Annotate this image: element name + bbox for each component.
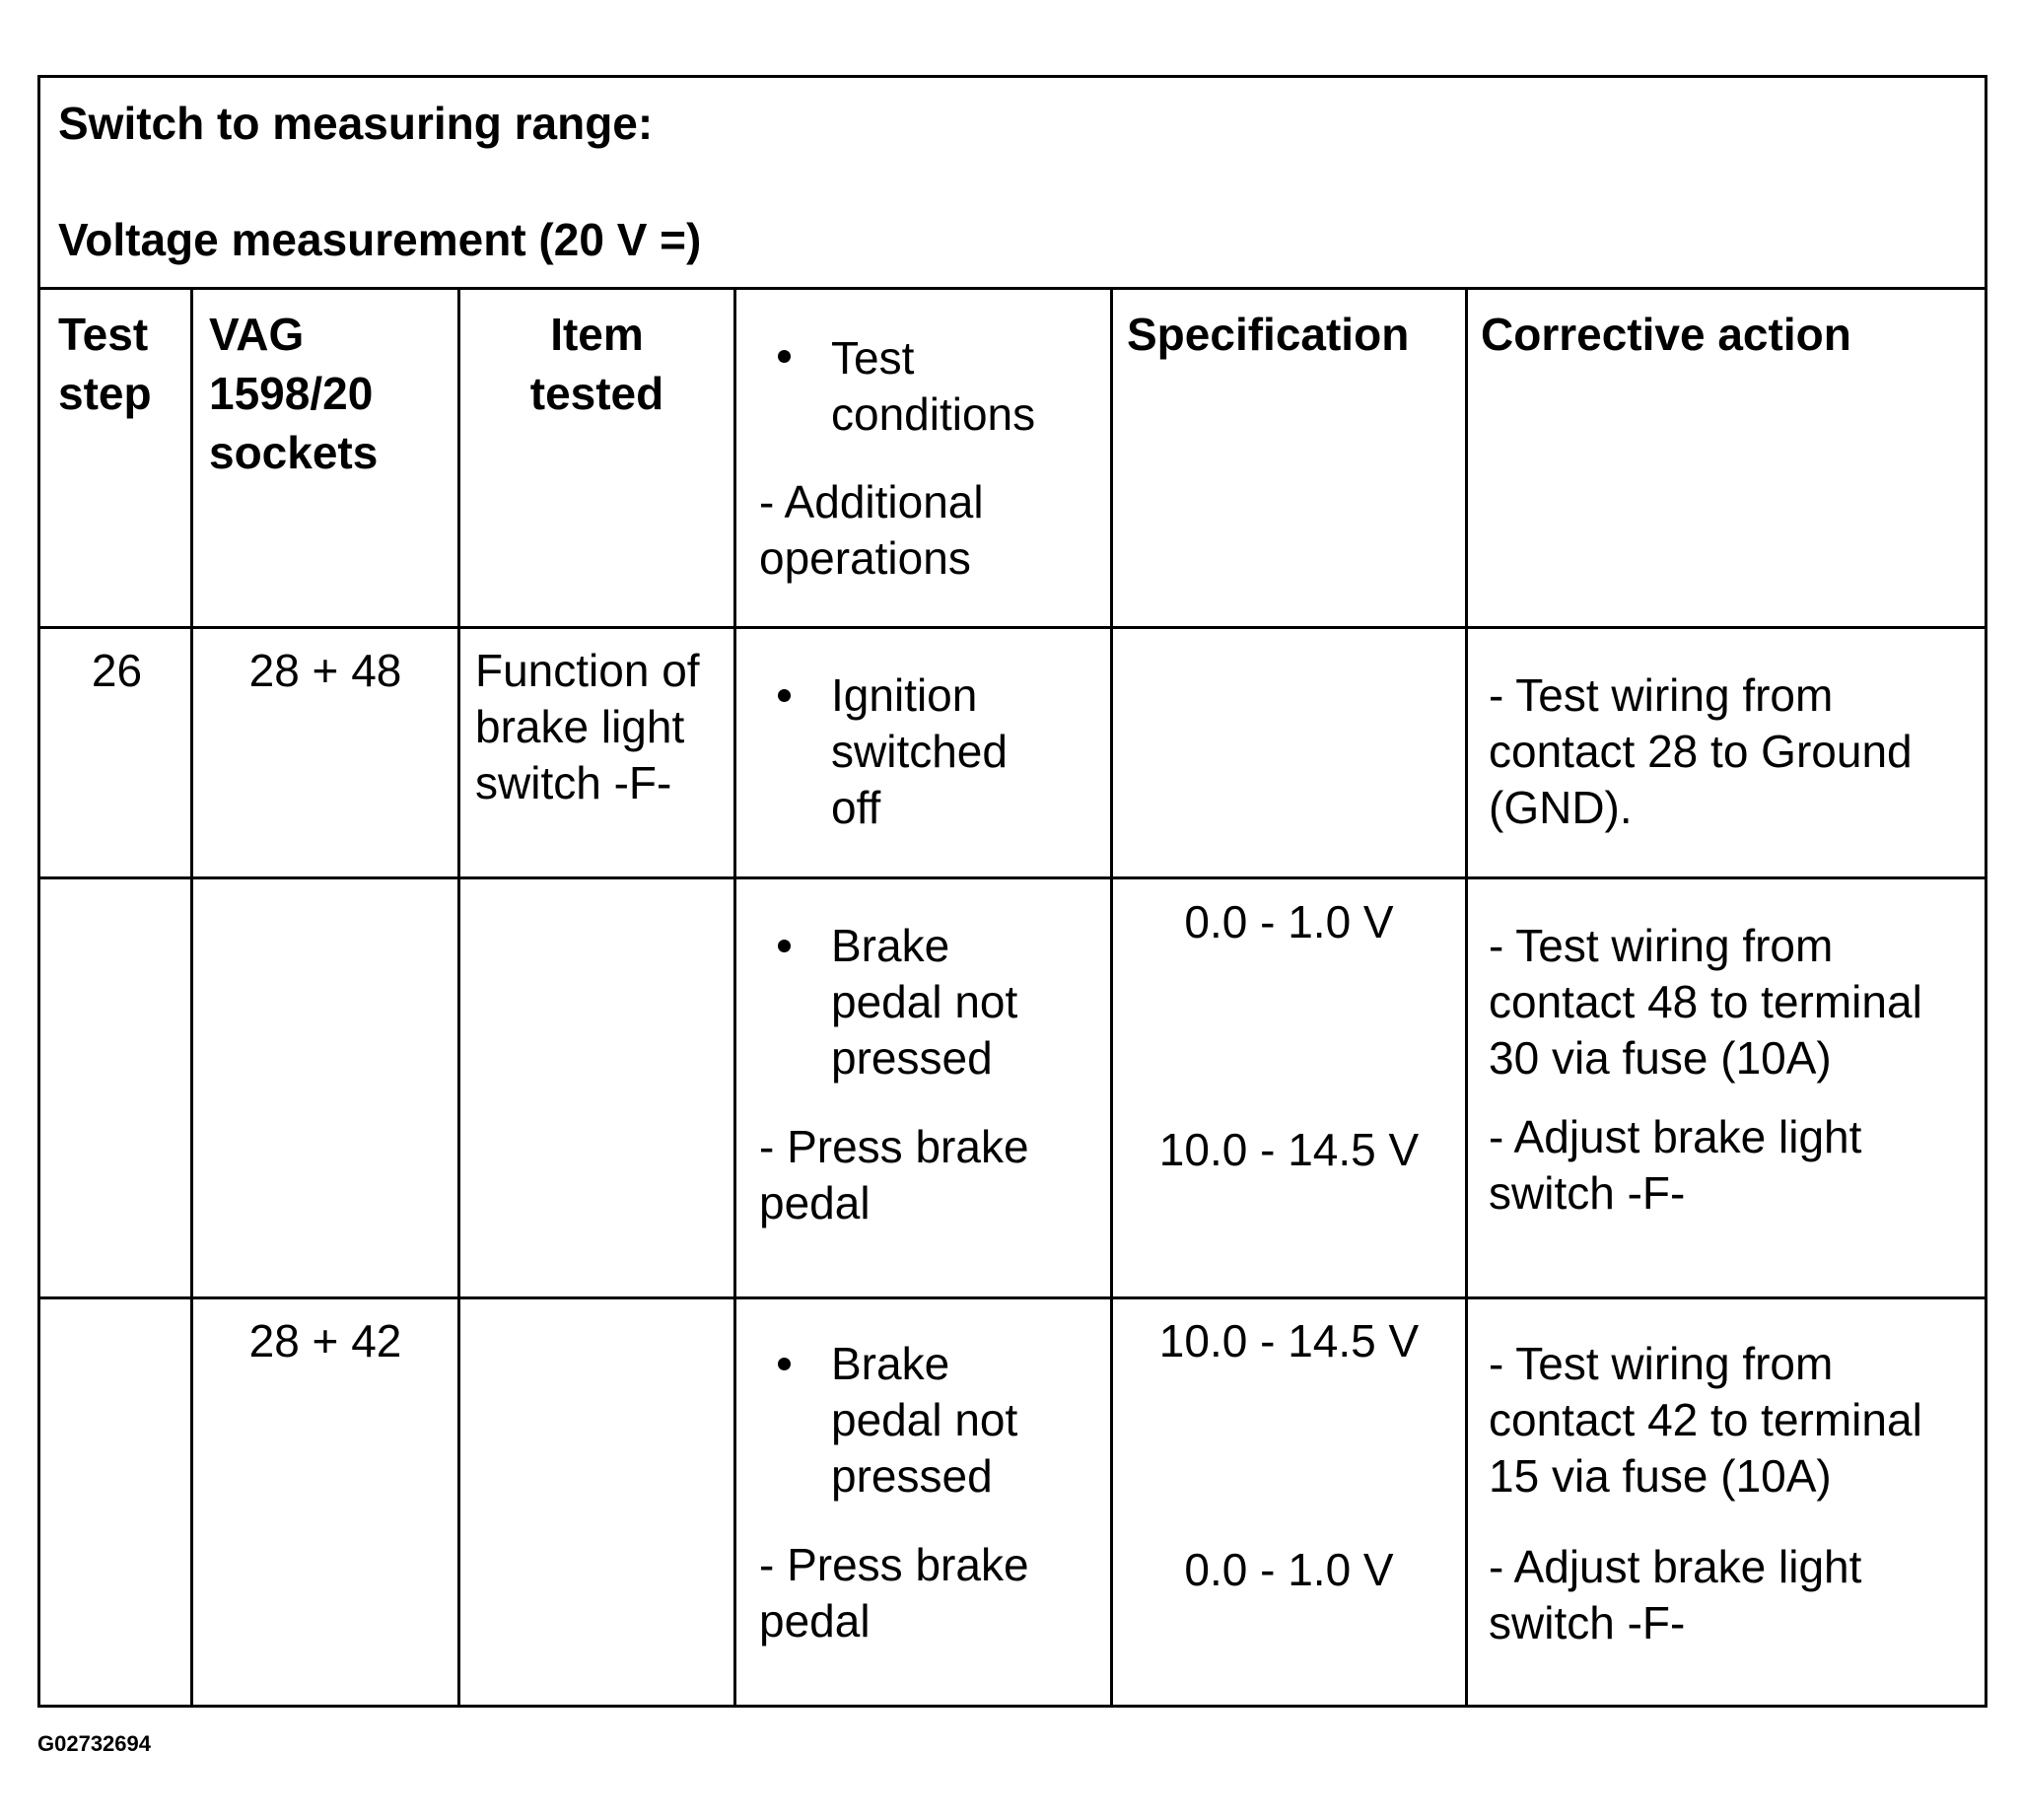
column-header-additional-operations: operations <box>759 532 971 584</box>
corrective-action-cell: (GND). <box>1489 782 1633 833</box>
column-rule-1 <box>190 287 193 1705</box>
corrective-action-cell: contact 48 to terminal <box>1489 976 1922 1027</box>
bullet-icon <box>778 1358 791 1370</box>
corrective-action-cell: 30 via fuse (10A) <box>1489 1032 1832 1084</box>
additional-operation-cell: pedal <box>759 1177 871 1228</box>
additional-operation-cell: pedal <box>759 1595 871 1646</box>
specification-cell: 0.0 - 1.0 V <box>1184 896 1394 947</box>
column-header-sockets: sockets <box>209 427 379 478</box>
column-header-test-conditions: Test <box>831 332 915 384</box>
corrective-action-cell: - Adjust brake light <box>1489 1111 1862 1162</box>
test-condition-cell: pressed <box>831 1450 993 1502</box>
corrective-action-cell: switch -F- <box>1489 1167 1686 1219</box>
test-condition-cell: Brake <box>831 920 950 971</box>
test-condition-cell: off <box>831 782 881 833</box>
column-rule-5 <box>1465 287 1468 1705</box>
specification-cell: 10.0 - 14.5 V <box>1158 1124 1420 1175</box>
additional-operation-cell: - Press brake <box>759 1121 1029 1172</box>
sockets-cell: 28 + 42 <box>248 1315 402 1366</box>
measuring-range-heading: Switch to measuring range: <box>58 98 654 149</box>
column-header-item-tested: Item <box>550 309 644 360</box>
corrective-action-cell: switch -F- <box>1489 1597 1686 1648</box>
corrective-action-cell: contact 42 to terminal <box>1489 1394 1922 1445</box>
bullet-icon <box>778 350 791 363</box>
column-rule-2 <box>457 287 460 1705</box>
measurement-heading: Voltage measurement (20 V =) <box>58 214 702 265</box>
item-tested-cell: switch -F- <box>475 757 672 808</box>
column-header-specification: Specification <box>1127 309 1410 360</box>
row-2-rule <box>40 1296 1985 1299</box>
test-step-cell: 26 <box>91 645 143 696</box>
test-condition-cell: Brake <box>831 1338 950 1389</box>
test-condition-cell: Ignition <box>831 669 978 721</box>
column-header-item-tested: tested <box>529 368 664 419</box>
column-rule-3 <box>733 287 736 1705</box>
corrective-action-cell: - Adjust brake light <box>1489 1541 1862 1592</box>
test-condition-cell: pedal not <box>831 1394 1018 1445</box>
item-tested-cell: Function of <box>475 645 700 696</box>
column-header-rule <box>40 626 1985 629</box>
corrective-action-cell: - Test wiring from <box>1489 1338 1834 1389</box>
corrective-action-cell: - Test wiring from <box>1489 920 1834 971</box>
corrective-action-cell: contact 28 to Ground <box>1489 726 1913 777</box>
column-header-test-step: step <box>58 368 152 419</box>
bullet-icon <box>778 689 791 702</box>
column-header-sockets: 1598/20 <box>209 368 374 419</box>
bullet-icon <box>778 940 791 952</box>
header-rule <box>40 287 1985 290</box>
test-condition-cell: switched <box>831 726 1008 777</box>
corrective-action-cell: 15 via fuse (10A) <box>1489 1450 1832 1502</box>
column-header-test-conditions: conditions <box>831 388 1036 440</box>
column-header-additional-operations: - Additional <box>759 476 984 527</box>
corrective-action-cell: - Test wiring from <box>1489 669 1834 721</box>
specification-cell: 10.0 - 14.5 V <box>1158 1315 1420 1366</box>
test-table <box>37 75 1987 1708</box>
column-header-test-step: Test <box>58 309 149 360</box>
figure-id: G02732694 <box>37 1731 151 1756</box>
item-tested-cell: brake light <box>475 701 685 752</box>
test-condition-cell: pedal not <box>831 976 1018 1027</box>
additional-operation-cell: - Press brake <box>759 1539 1029 1590</box>
test-condition-cell: pressed <box>831 1032 993 1084</box>
column-header-corrective-action: Corrective action <box>1481 309 1851 360</box>
column-header-sockets: VAG <box>209 309 305 360</box>
specification-cell: 0.0 - 1.0 V <box>1184 1544 1394 1595</box>
column-rule-4 <box>1110 287 1113 1705</box>
row-1-rule <box>40 876 1985 879</box>
sockets-cell: 28 + 48 <box>248 645 402 696</box>
